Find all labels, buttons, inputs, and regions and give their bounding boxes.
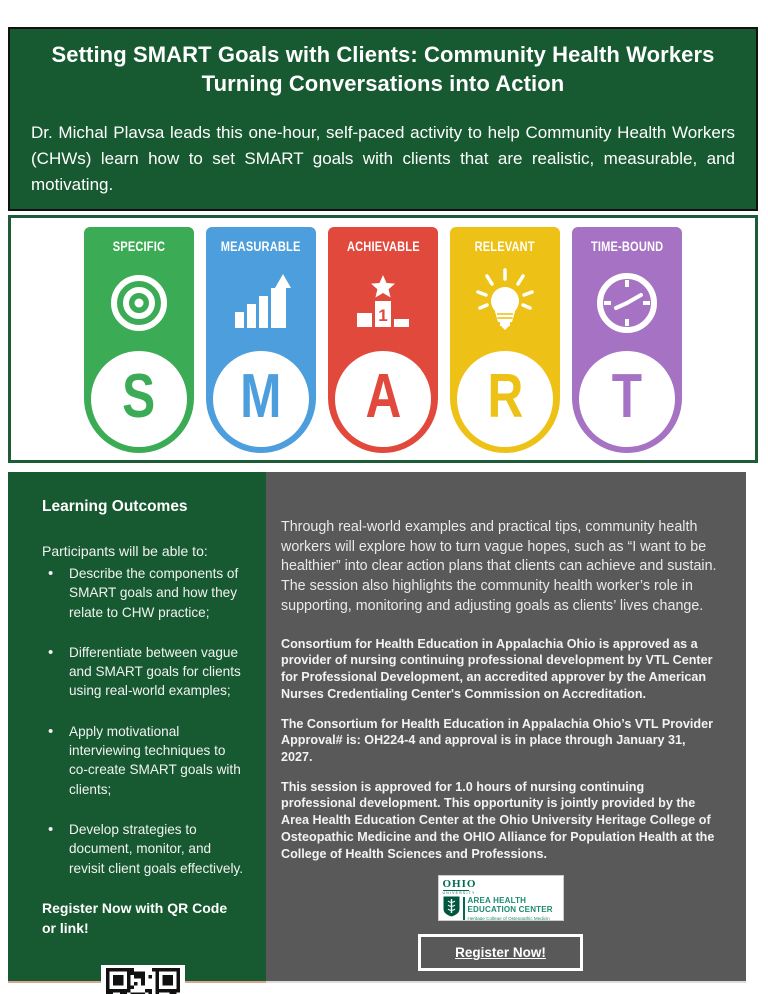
- learning-outcomes-panel: [8, 472, 266, 983]
- accreditation-statement: Consortium for Health Education in Appalachia Ohio is approved as a provider of nursing continuing professional development by VTL Center for Professional Development, an accredited approver by the American Nurses Credentialing Center's Commission on Accreditation.: [281, 636, 713, 701]
- header-description: Dr. Michal Plavsa leads this one-hour, self-paced activity to help Community Health Workers (CHWs) learn how to set SMART goals with clients that are realistic, measurable, and motivating.: [31, 123, 735, 194]
- ahec-logo: [438, 875, 564, 921]
- register-note: Register Now with QR Code or link!: [42, 899, 228, 936]
- smart-graphic-banner: [8, 215, 758, 463]
- target-icon: [108, 264, 170, 342]
- header-banner: [8, 27, 758, 211]
- list-item: • Describe the components of SMART goals and how they relate to CHW practice;: [42, 564, 244, 622]
- ribbon-letter-circle: [213, 351, 309, 447]
- logo-tagline: Heritage College of Osteopathic Medicin: [467, 916, 550, 921]
- outcomes-list: [42, 564, 244, 878]
- smart-ribbon-relevant: [450, 227, 560, 453]
- ribbon-label-specific: SPECIFIC: [112, 239, 166, 254]
- list-item: • Differentiate between vague and SMART goals for clients using real-world examples;: [42, 643, 244, 701]
- logo-line2: EDUCATION CENTER: [467, 905, 553, 915]
- bar-chart-icon: [229, 264, 293, 342]
- ribbon-letter-r: R: [487, 362, 523, 431]
- ribbon-label-measurable: MEASURABLE: [221, 239, 301, 254]
- svg-text:1: 1: [378, 306, 388, 325]
- smart-ribbon-timebound: [572, 227, 682, 453]
- shield-icon: [443, 896, 460, 921]
- ribbon-letter-s: S: [122, 362, 156, 431]
- ohio-university-text: UNIVERSITY: [442, 891, 476, 896]
- smart-ribbon-achievable: [328, 227, 438, 453]
- clock-icon: [594, 264, 660, 342]
- page-title: Setting SMART Goals with Clients: Community Health Workers Turning Conversations into Action: [51, 42, 715, 97]
- ribbon-letter-m: M: [240, 362, 282, 431]
- lightbulb-icon: [472, 264, 538, 342]
- qr-code[interactable]: [101, 965, 185, 994]
- podium-icon: [351, 264, 415, 342]
- smart-ribbon-specific: [84, 227, 194, 453]
- ribbon-letter-circle: [457, 351, 553, 447]
- session-description: Through real-world examples and practical tips, community health workers will explore how to turn vague hopes, such as “I want to be healthier” into clear action plans that clients can achieve and sustain. The session also highlights the community health worker’s role in supporting, monitoring and adjusting goals as clients’ lives change.: [281, 519, 717, 614]
- list-item: • Develop strategies to document, monitor, and revisit client goals effectively.: [42, 820, 244, 878]
- ribbon-letter-circle: [579, 351, 675, 447]
- provider-approval-statement: The Consortium for Health Education in Appalachia Ohio’s VTL Provider Approval# is: OH224-4 and approval is in place through January 31, 2027.: [281, 716, 713, 764]
- ribbon-label-relevant: RELEVANT: [474, 239, 536, 254]
- ohio-logo-text: OHIO: [442, 878, 477, 891]
- learning-outcomes-heading: Learning Outcomes: [42, 498, 188, 515]
- register-now-button[interactable]: Register Now!: [418, 934, 583, 971]
- smart-ribbon-measurable: [206, 227, 316, 453]
- ribbon-letter-t: T: [611, 362, 643, 431]
- outcomes-intro: Participants will be able to:: [42, 543, 208, 559]
- logo-line1: AREA HEALTH: [467, 896, 527, 906]
- ribbon-letter-a: A: [365, 362, 401, 431]
- list-item: • Apply motivational interviewing techniques to co-create SMART goals with clients;: [42, 722, 244, 799]
- ribbon-letter-circle: [335, 351, 431, 447]
- details-panel: [266, 472, 746, 983]
- credit-hours-statement: This session is approved for 1.0 hours of nursing continuing professional development. This opportunity is jointly provided by the Area Health Education Center at the Ohio University Heritage College of Osteopathic Medicine and the OHIO Alliance for Population Health at the College of Health Sciences and Professions.: [281, 779, 715, 861]
- ribbon-letter-circle: [91, 351, 187, 447]
- ribbon-label-timebound: TIME-BOUND: [590, 239, 664, 254]
- ribbon-label-achievable: ACHIEVABLE: [346, 239, 420, 254]
